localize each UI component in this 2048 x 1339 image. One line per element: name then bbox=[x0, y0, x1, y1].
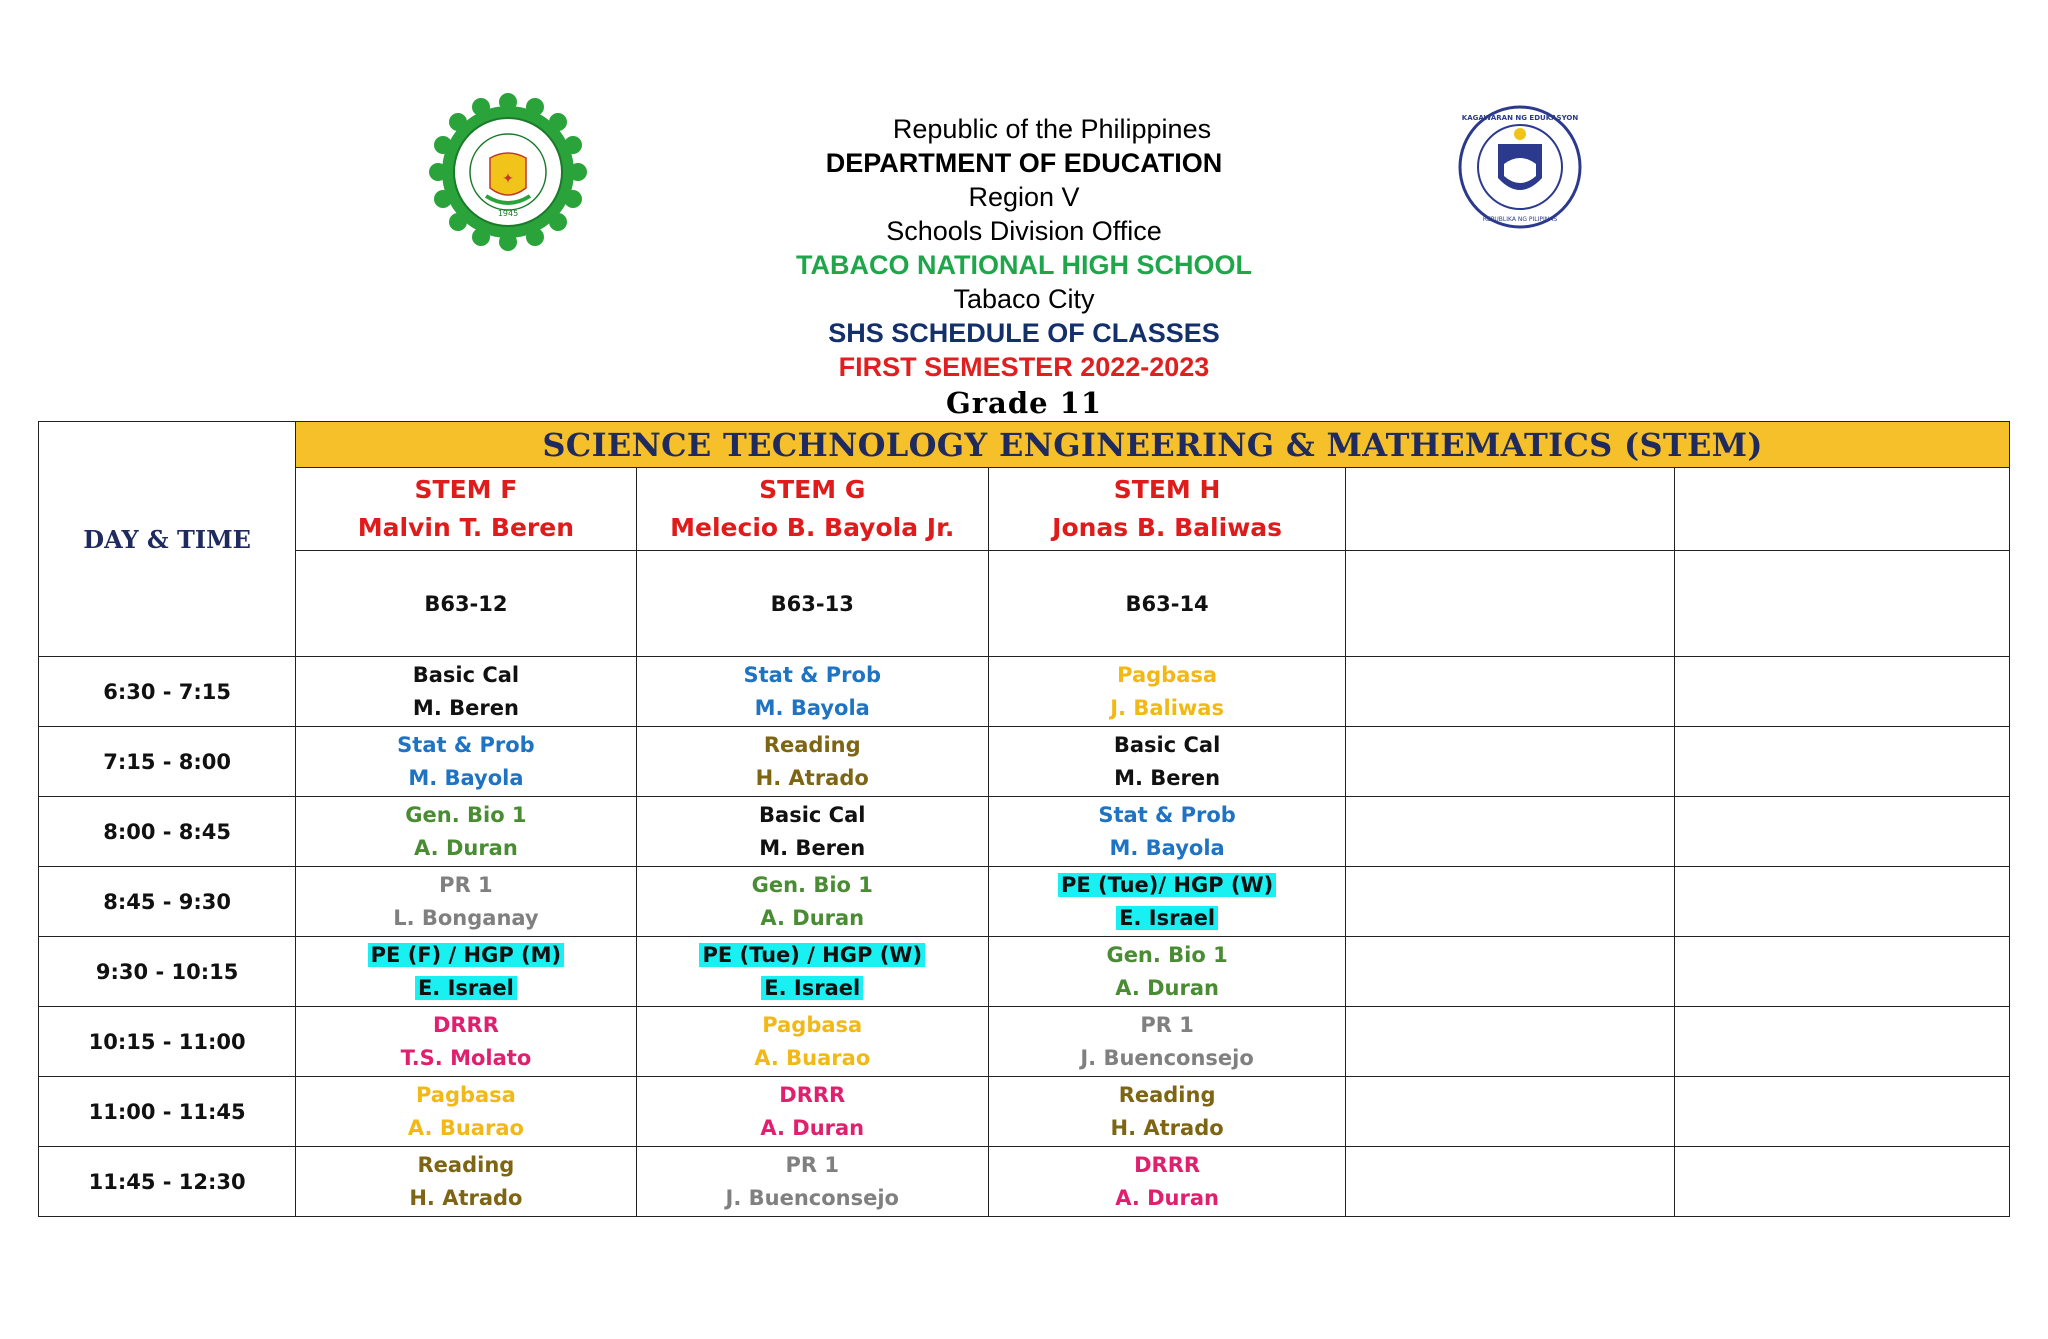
header-region: Region V bbox=[968, 182, 1080, 212]
header-city: Tabaco City bbox=[953, 284, 1095, 314]
class-cell bbox=[988, 867, 1345, 937]
empty-cell bbox=[1674, 1007, 2009, 1077]
subject-text: Pagbasa bbox=[1117, 662, 1218, 687]
class-cell bbox=[636, 1077, 988, 1147]
class-cell bbox=[636, 657, 988, 727]
empty-cell bbox=[1346, 937, 1674, 1007]
class-cell bbox=[296, 1007, 636, 1077]
subject-text: Reading bbox=[417, 1152, 515, 1177]
subject-text: PR 1 bbox=[439, 872, 493, 897]
class-cell bbox=[636, 867, 988, 937]
subject-text: Gen. Bio 1 bbox=[1106, 942, 1228, 967]
subject-text: Pagbasa bbox=[415, 1082, 516, 1107]
teacher-text: A. Buarao bbox=[407, 1115, 524, 1140]
teacher-label bbox=[989, 972, 1345, 1005]
header-semester: FIRST SEMESTER 2022-2023 bbox=[838, 352, 1210, 382]
class-cell bbox=[296, 1147, 636, 1217]
subject-text: PE (Tue)/ HGP (W) bbox=[1058, 873, 1276, 897]
teacher-text: A. Duran bbox=[760, 905, 865, 930]
schedule-row bbox=[39, 657, 2010, 727]
time-slot-cell: 6:30 - 7:15 bbox=[39, 657, 296, 727]
subject-label bbox=[296, 659, 635, 692]
subject-text: DRRR bbox=[432, 1012, 499, 1037]
subject-text: Gen. Bio 1 bbox=[405, 802, 527, 827]
class-cell bbox=[636, 1007, 988, 1077]
schedule-row bbox=[39, 727, 2010, 797]
subject-label bbox=[989, 1009, 1345, 1042]
empty-cell bbox=[1346, 551, 1674, 657]
teacher-text: M. Bayola bbox=[408, 765, 524, 790]
subject-text: DRRR bbox=[779, 1082, 846, 1107]
time-slot-cell: 8:45 - 9:30 bbox=[39, 867, 296, 937]
schedule-table bbox=[38, 421, 2010, 1217]
teacher-label bbox=[637, 692, 988, 725]
document-header bbox=[0, 112, 2048, 422]
teacher-text: H. Atrado bbox=[755, 765, 869, 790]
teacher-label bbox=[296, 692, 635, 725]
header-school-name: TABACO NATIONAL HIGH SCHOOL bbox=[796, 250, 1252, 280]
schedule-row bbox=[39, 797, 2010, 867]
empty-cell bbox=[1674, 867, 2009, 937]
subject-label bbox=[296, 869, 635, 902]
teacher-label bbox=[296, 1112, 635, 1145]
class-cell bbox=[296, 657, 636, 727]
subject-label bbox=[637, 659, 988, 692]
subject-text: PE (Tue) / HGP (W) bbox=[699, 943, 925, 967]
teacher-label bbox=[989, 692, 1345, 725]
class-cell bbox=[296, 867, 636, 937]
svg-text:REPUBLIKA NG PILIPINAS: REPUBLIKA NG PILIPINAS bbox=[1482, 216, 1558, 223]
teacher-label bbox=[296, 762, 635, 795]
teacher-text: M. Bayola bbox=[754, 695, 870, 720]
header-department: DEPARTMENT OF EDUCATION bbox=[825, 148, 1223, 178]
class-cell bbox=[636, 727, 988, 797]
svg-text:1945: 1945 bbox=[497, 209, 519, 218]
teacher-text: T.S. Molato bbox=[400, 1045, 532, 1070]
empty-cell bbox=[1674, 468, 2009, 551]
class-cell bbox=[988, 1077, 1345, 1147]
teacher-label bbox=[637, 762, 988, 795]
subject-label bbox=[637, 1009, 988, 1042]
teacher-text: M. Bayola bbox=[1109, 835, 1225, 860]
subject-label bbox=[296, 729, 635, 762]
subject-label bbox=[637, 939, 988, 972]
class-cell bbox=[296, 797, 636, 867]
teacher-text: J. Buenconsejo bbox=[1080, 1045, 1254, 1070]
subject-label bbox=[637, 799, 988, 832]
time-slot-cell: 11:00 - 11:45 bbox=[39, 1077, 296, 1147]
section-adviser: Jonas B. Baliwas bbox=[1052, 513, 1283, 542]
teacher-text: L. Bonganay bbox=[393, 905, 539, 930]
teacher-text: H. Atrado bbox=[1110, 1115, 1224, 1140]
header-division: Schools Division Office bbox=[886, 216, 1162, 246]
section-name: STEM G bbox=[759, 475, 866, 504]
day-time-header: DAY & TIME bbox=[39, 422, 296, 657]
teacher-text: M. Beren bbox=[1114, 765, 1221, 790]
class-cell bbox=[988, 797, 1345, 867]
subject-label bbox=[989, 869, 1345, 902]
time-slot-cell: 8:00 - 8:45 bbox=[39, 797, 296, 867]
class-cell bbox=[296, 1077, 636, 1147]
subject-text: Stat & Prob bbox=[1098, 802, 1236, 827]
teacher-text: J. Buenconsejo bbox=[725, 1185, 899, 1210]
class-cell bbox=[988, 1007, 1345, 1077]
teacher-text: A. Duran bbox=[760, 1115, 865, 1140]
schedule-row bbox=[39, 1147, 2010, 1217]
teacher-label bbox=[637, 1042, 988, 1075]
subject-label bbox=[989, 1149, 1345, 1182]
subject-label bbox=[989, 659, 1345, 692]
subject-text: Basic Cal bbox=[412, 662, 520, 687]
empty-cell bbox=[1346, 1147, 1674, 1217]
teacher-label bbox=[989, 1182, 1345, 1215]
class-cell bbox=[988, 657, 1345, 727]
section-header bbox=[296, 468, 636, 551]
teacher-label bbox=[637, 972, 988, 1005]
subject-label bbox=[637, 869, 988, 902]
teacher-text: E. Israel bbox=[1116, 906, 1218, 930]
class-cell bbox=[988, 727, 1345, 797]
subject-label bbox=[989, 939, 1345, 972]
empty-cell bbox=[1674, 1147, 2009, 1217]
teacher-text: A. Buarao bbox=[754, 1045, 871, 1070]
room-cell: B63-14 bbox=[988, 551, 1345, 657]
class-cell bbox=[988, 1147, 1345, 1217]
teacher-label bbox=[637, 832, 988, 865]
schedule-row bbox=[39, 1007, 2010, 1077]
subject-label bbox=[989, 729, 1345, 762]
subject-text: Basic Cal bbox=[759, 802, 866, 827]
empty-cell bbox=[1674, 797, 2009, 867]
subject-label bbox=[637, 1079, 988, 1112]
subject-label bbox=[989, 799, 1345, 832]
subject-text: PR 1 bbox=[1140, 1012, 1194, 1037]
section-header bbox=[988, 468, 1345, 551]
empty-cell bbox=[1346, 797, 1674, 867]
subject-label bbox=[637, 729, 988, 762]
subject-label bbox=[296, 799, 635, 832]
teacher-label bbox=[989, 832, 1345, 865]
empty-cell bbox=[1674, 657, 2009, 727]
room-cell: B63-13 bbox=[636, 551, 988, 657]
empty-cell bbox=[1674, 727, 2009, 797]
empty-cell bbox=[1346, 1007, 1674, 1077]
subject-label bbox=[637, 1149, 988, 1182]
teacher-label bbox=[989, 1042, 1345, 1075]
section-name: STEM H bbox=[1113, 475, 1221, 504]
schedule-row bbox=[39, 867, 2010, 937]
empty-cell bbox=[1346, 468, 1674, 551]
empty-cell bbox=[1674, 551, 2009, 657]
section-adviser: Malvin T. Beren bbox=[357, 513, 575, 542]
subject-text: Pagbasa bbox=[762, 1012, 863, 1037]
subject-text: Reading bbox=[1118, 1082, 1216, 1107]
subject-label bbox=[296, 1009, 635, 1042]
time-slot-cell: 9:30 - 10:15 bbox=[39, 937, 296, 1007]
subject-text: DRRR bbox=[1134, 1152, 1201, 1177]
subject-text: PE (F) / HGP (M) bbox=[368, 943, 565, 967]
time-slot-cell: 11:45 - 12:30 bbox=[39, 1147, 296, 1217]
subject-text: Stat & Prob bbox=[743, 662, 881, 687]
teacher-label bbox=[989, 1112, 1345, 1145]
subject-text: Reading bbox=[763, 732, 861, 757]
teacher-text: H. Atrado bbox=[409, 1185, 523, 1210]
empty-cell bbox=[1346, 657, 1674, 727]
subject-label bbox=[296, 1079, 635, 1112]
teacher-text: A. Duran bbox=[1115, 1185, 1219, 1210]
header-republic: Republic of the Philippines bbox=[892, 114, 1212, 144]
section-name: STEM F bbox=[414, 475, 518, 504]
teacher-label bbox=[296, 972, 635, 1005]
class-cell bbox=[636, 797, 988, 867]
header-schedule-title: SHS SCHEDULE OF CLASSES bbox=[828, 318, 1220, 348]
teacher-text: A. Duran bbox=[414, 835, 518, 860]
teacher-label bbox=[989, 762, 1345, 795]
room-cell: B63-12 bbox=[296, 551, 636, 657]
class-cell bbox=[636, 937, 988, 1007]
teacher-label bbox=[296, 1182, 635, 1215]
svg-text:KAGAWARAN NG EDUKASYON: KAGAWARAN NG EDUKASYON bbox=[1461, 114, 1579, 122]
teacher-label bbox=[637, 1112, 988, 1145]
teacher-text: M. Beren bbox=[412, 695, 519, 720]
empty-cell bbox=[1346, 867, 1674, 937]
teacher-label bbox=[296, 902, 635, 935]
subject-text: Stat & Prob bbox=[397, 732, 535, 757]
class-cell bbox=[636, 1147, 988, 1217]
subject-label bbox=[989, 1079, 1345, 1112]
empty-cell bbox=[1674, 937, 2009, 1007]
class-cell bbox=[296, 727, 636, 797]
subject-text: Basic Cal bbox=[1113, 732, 1221, 757]
svg-text:✦: ✦ bbox=[502, 171, 514, 187]
teacher-text: E. Israel bbox=[761, 976, 863, 1000]
teacher-text: A. Duran bbox=[1115, 975, 1219, 1000]
subject-text: Gen. Bio 1 bbox=[751, 872, 873, 897]
schedule-row bbox=[39, 937, 2010, 1007]
teacher-label bbox=[637, 1182, 988, 1215]
teacher-text: M. Beren bbox=[759, 835, 866, 860]
subject-label bbox=[296, 939, 635, 972]
teacher-text: J. Baliwas bbox=[1110, 695, 1224, 720]
subject-text: PR 1 bbox=[785, 1152, 839, 1177]
class-cell bbox=[988, 937, 1345, 1007]
empty-cell bbox=[1346, 727, 1674, 797]
subject-label bbox=[296, 1149, 635, 1182]
section-adviser: Melecio B. Bayola Jr. bbox=[670, 513, 955, 542]
teacher-label bbox=[296, 1042, 635, 1075]
empty-cell bbox=[1674, 1077, 2009, 1147]
teacher-label bbox=[637, 902, 988, 935]
empty-cell bbox=[1346, 1077, 1674, 1147]
time-slot-cell: 7:15 - 8:00 bbox=[39, 727, 296, 797]
class-cell bbox=[296, 937, 636, 1007]
schedule-row bbox=[39, 1077, 2010, 1147]
section-header bbox=[636, 468, 988, 551]
time-slot-cell: 10:15 - 11:00 bbox=[39, 1007, 296, 1077]
teacher-label bbox=[989, 902, 1345, 935]
teacher-text: E. Israel bbox=[415, 976, 517, 1000]
teacher-label bbox=[296, 832, 635, 865]
strand-banner: SCIENCE TECHNOLOGY ENGINEERING & MATHEMATICS (STEM) bbox=[296, 422, 2010, 468]
header-grade: Grade 11 bbox=[945, 386, 1103, 420]
